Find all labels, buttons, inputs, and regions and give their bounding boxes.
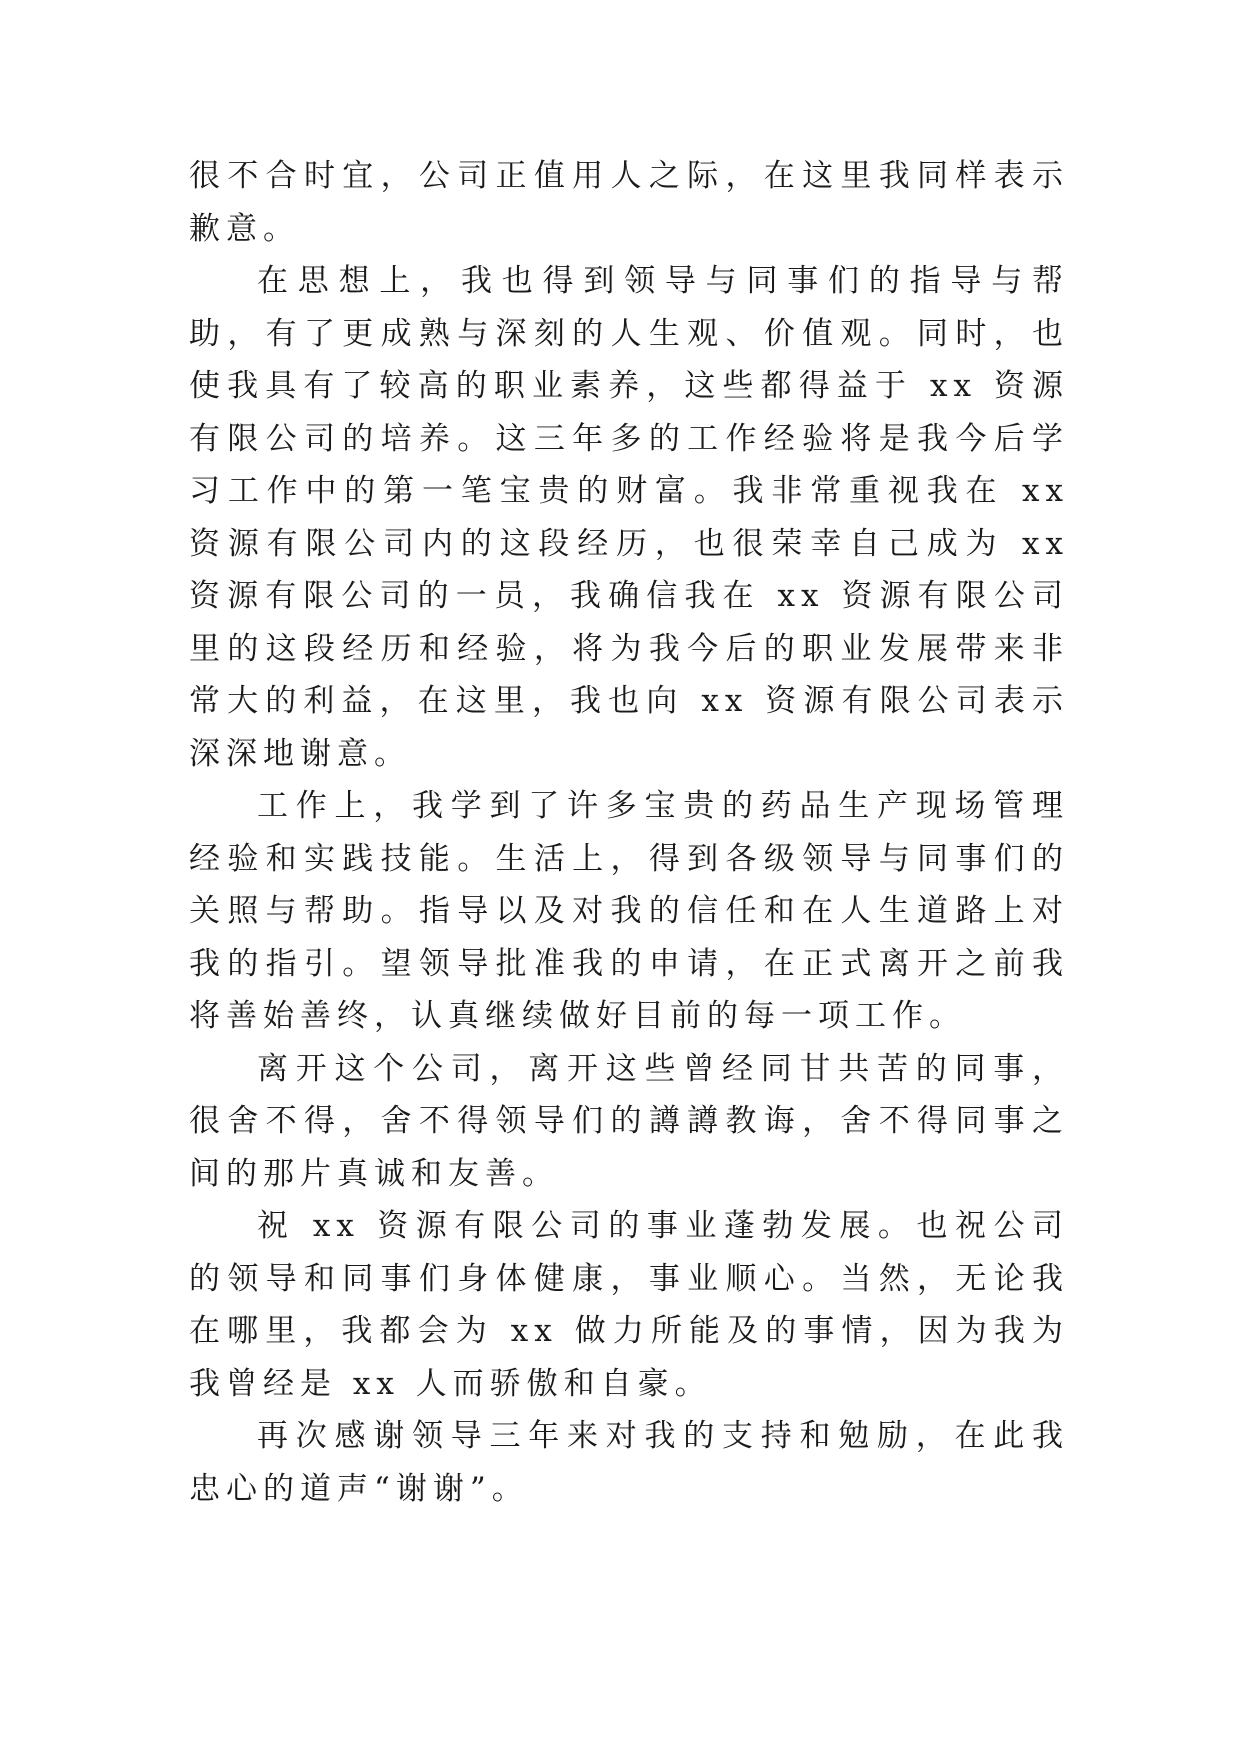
paragraph-6: 再次感谢领导三年来对我的支持和勉励，在此我忠心的道声“谢谢”。	[189, 1418, 1069, 1507]
paragraph-5: 祝 xx 资源有限公司的事业蓬勃发展。也祝公司的领导和同事们身体健康，事业顺心。当然，无论我在哪里，我都会为 xx 做力所能及的事情，因为我为我曾经是 xx 人而骄傲和自豪。	[189, 1208, 1069, 1402]
document-body	[189, 150, 1069, 1515]
paragraph-1: 很不合时宜，公司正值用人之际，在这里我同样表示歉意。	[189, 158, 1069, 247]
paragraph-2: 在思想上，我也得到领导与同事们的指导与帮助，有了更成熟与深刻的人生观、价值观。同时，也使我具有了较高的职业素养，这些都得益于 xx 资源有限公司的培养。这三年多的工作经验将是我今后学习工作中的第一笔宝贵的财富。我非常重视我在 xx 资源有限公司内的这段经历，也很荣幸自己成为 xx 资源有限公司的一员，我确信我在 xx 资源有限公司里的这段经历和经验，将为我今后的职业发展带来非常大的利益，在这里，我也向 xx 资源有限公司表示深深地谢意。	[189, 263, 1069, 772]
paragraph-4: 离开这个公司，离开这些曾经同甘共苦的同事，很舍不得，舍不得领导们的譐譐教诲，舍不得同事之间的那片真诚和友善。	[189, 1050, 1069, 1192]
paragraph-3: 工作上，我学到了许多宝贵的药品生产现场管理经验和实践技能。生活上，得到各级领导与同事们的关照与帮助。指导以及对我的信任和在人生道路上对我的指引。望领导批准我的申请，在正式离开之前我将善始善终，认真继续做好目前的每一项工作。	[189, 788, 1069, 1034]
